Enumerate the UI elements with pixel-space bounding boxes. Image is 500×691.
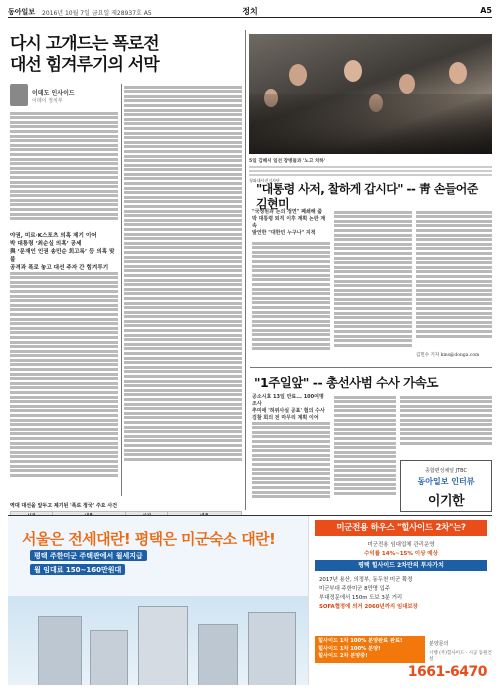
story2-reporter: 김민수 기자 kms@donga.com <box>416 353 480 358</box>
news-photo <box>249 34 492 154</box>
small-ad-name: 이기한 <box>427 494 465 509</box>
ad-pill-2: 월 임대료 150~160만원대 <box>30 564 125 575</box>
date-line: 2016년 10월 7일 금요일 제28937호 A5 <box>42 10 152 17</box>
building-illustration <box>90 630 128 685</box>
lead-body-col2 <box>124 84 242 498</box>
ad-right-headline: 미군전용 하우스 "힐사이드 2차"는? <box>315 520 487 536</box>
table-title: 역대 대선을 앞두고 제기된 '폭로 정국' 주요 사건 <box>10 503 118 509</box>
ad-orange-line: 힐사이드 1차 100% 분양완료 완료! <box>318 638 403 644</box>
ad-bullet: 미군부대 주한미군 8만명 입주 <box>319 586 391 592</box>
masthead <box>8 4 492 18</box>
lead-headline <box>10 34 240 76</box>
building-illustration <box>198 624 238 685</box>
lead-headline-line1: 다시 고개드는 폭로전 <box>10 34 159 54</box>
photo-caption <box>249 158 492 184</box>
lead-body-col1-top <box>10 110 118 230</box>
story2-body-col3 <box>416 209 492 349</box>
ad-orange-line: 힐사이드 1차 100% 분양! <box>318 645 381 652</box>
publication-name: 동아일보 <box>8 8 36 16</box>
lead-pullquote <box>10 232 118 272</box>
subhead-line: "국정원과 논의 정연" 폐쇄해 줍 <box>252 209 323 215</box>
ad-bullets <box>319 576 487 612</box>
column-name: 이데도 인사이드 <box>32 90 75 97</box>
ad-headline: 서울은 전세대란! 평택은 미군숙소 대란! <box>22 530 276 548</box>
ad-bullet: 부대정문에서 150m 도보 3분 거리 <box>319 595 403 601</box>
lead-body-col1-bottom <box>10 270 118 498</box>
section-label: 정치 <box>242 7 258 16</box>
story3-body-col2 <box>334 394 396 508</box>
story3-headline: "1주일앞" -- 총선사범 수사 가속도 <box>254 375 438 390</box>
building-illustration <box>38 616 82 685</box>
subhead-line: 검찰 회의 전 마무리 계획 이어 <box>252 415 319 421</box>
section-rule <box>245 30 246 510</box>
building-illustration <box>248 612 296 685</box>
story2-body-col2 <box>334 209 412 359</box>
subhead-line: 발언한 "대한민 누구나" 지적 <box>252 230 316 236</box>
subhead-line: 박 대통령 퇴직 이후 계획 논란 계속 <box>252 216 326 229</box>
story3-body-col1 <box>252 420 330 508</box>
ad-right-sub2: 수익률 14%~15% 이상 예상 <box>364 551 438 557</box>
story-rule <box>250 367 492 368</box>
small-ad[interactable] <box>400 460 492 512</box>
ad-phone-number[interactable]: 1661-6470 <box>407 664 487 680</box>
real-estate-ad[interactable] <box>8 515 492 685</box>
subhead-line: 공소시효 13일 만료... 100여명 조사 <box>252 394 324 407</box>
small-ad-line2: 동아일보 인터뷰 <box>417 477 475 486</box>
ad-orange-line: 힐사이드 2차 분양중! <box>318 653 368 659</box>
ad-orange-box <box>315 636 425 663</box>
ad-bullet: 2017년 용산, 의정부, 동두천 미군 확정 <box>319 577 413 583</box>
page-number: A5 <box>480 6 492 15</box>
phone-label: 분양문의 <box>429 641 449 647</box>
story2-headline: "대통령 사저, 찰하게 갑시다" -- 靑 손들어준 김현미 <box>256 182 478 211</box>
ad-builders: 시행 (주)힐사이드 · 시공 동원건설 <box>429 651 492 662</box>
columnist-role: 이데이 정치부 <box>32 98 63 104</box>
lead-headline-line2: 대선 힘겨루기의 서막 <box>10 55 159 75</box>
ad-left-panel <box>8 516 308 685</box>
columnist-photo <box>10 84 28 106</box>
photo-credit: 청와대사진기자단 <box>249 177 280 183</box>
ad-right-sub1: 미군전용 임대업체 관리운영 <box>367 542 435 548</box>
story3-subhead <box>252 394 330 422</box>
story2-subhead <box>252 209 330 237</box>
building-illustration <box>138 606 188 685</box>
pullquote-line1: 야권, 미르·K스포츠 의혹 제기 이어 <box>10 233 97 239</box>
ad-bullet: SOFA협정에 의거 2060년까지 임대보장 <box>319 604 418 610</box>
column-rule <box>121 84 122 496</box>
pullquote-line3: 與 ‘문재인 인권 송민순 회고록’ 등 의혹 맞불 <box>10 249 115 263</box>
ad-pill-1: 평택 주한미군 주택관에서 월세지급 <box>30 550 147 561</box>
story3-body-col3 <box>400 394 492 456</box>
ad-right-band: 평택 힐사이드 2차만의 투자가치 <box>315 560 487 571</box>
small-ad-line1: 종합편성채널 JTBC <box>425 468 467 474</box>
column-byline <box>10 84 90 106</box>
pullquote-line2: 박 대통령 ‘최순실 의혹’ 공세 <box>10 241 82 247</box>
subhead-line: 추미애 '허위사실 공표' 혐의 수사 <box>252 408 325 414</box>
ad-right-panel <box>308 516 492 685</box>
caption-bold: 5일 김해서 일선 장병들과 '노고 치하' <box>249 159 326 164</box>
pullquote-line4: 공격과 폭로 놓고 대선 주자 간 힘겨루기 <box>10 265 109 271</box>
story2-body-col1 <box>252 240 330 360</box>
